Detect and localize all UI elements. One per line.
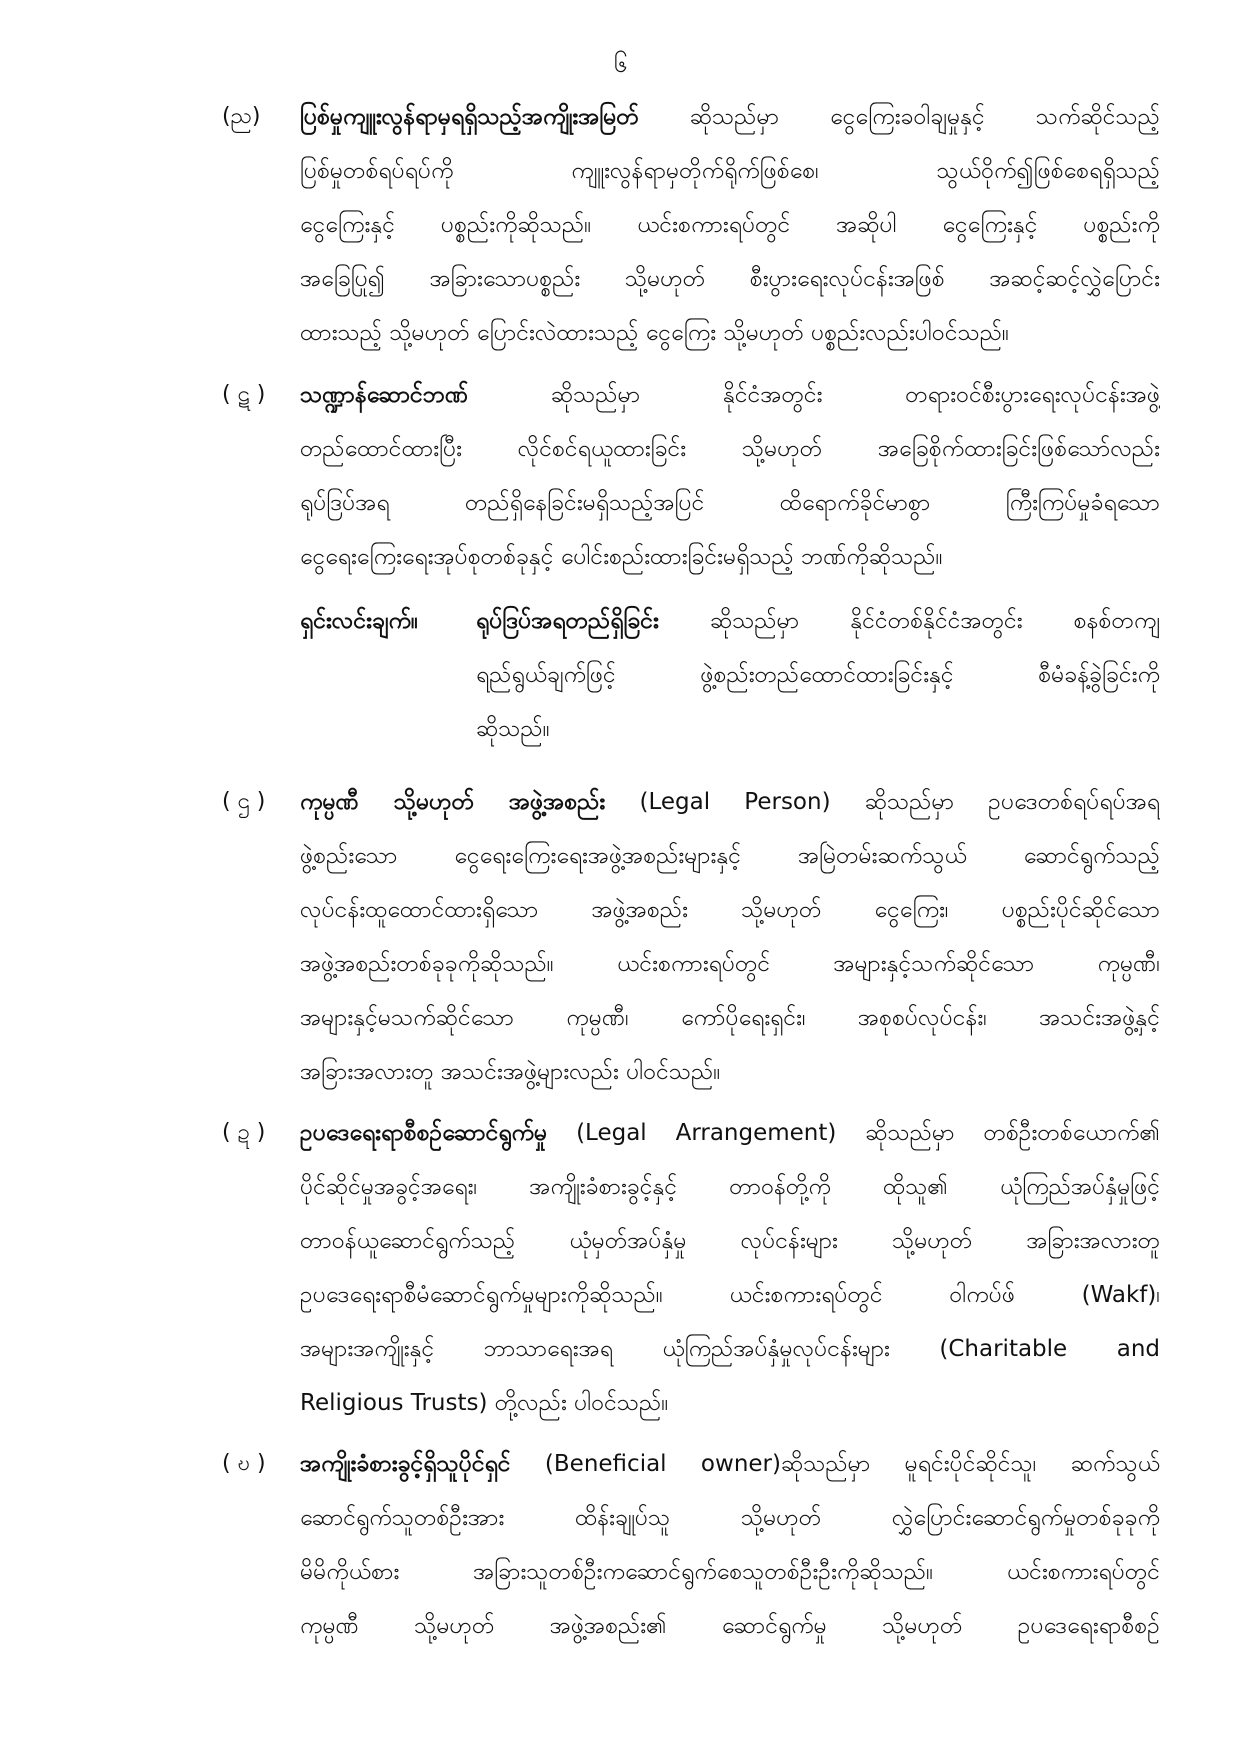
defined-term: သဏ္ဍာန်ဆောင်ဘဏ်	[300, 382, 469, 408]
text-line: လုပ်ငန်းထူထောင်ထားရှိသော အဖွဲ့အစည်း သို့မဟုတ် ငွေကြေး၊ ပစ္စည်းပိုင်ဆိုင်သော	[300, 897, 1160, 923]
text-line: အများနှင့်မသက်ဆိုင်သော ကုမ္ပဏီ၊ ကော်ပိုရေးရှင်း၊ အစုစပ်လုပ်ငန်း၊ အသင်းအဖွဲ့နှင့်	[300, 1005, 1160, 1031]
text-line: အဖွဲ့အစည်းတစ်ခုခုကိုဆိုသည်။ ယင်းစကားရပ်တွင် အများနှင့်သက်ဆိုင်သော ကုမ္ပဏီ၊	[300, 951, 1160, 977]
clause-label: ( ဎ )	[222, 1451, 266, 1476]
clause-label: ( ဋ )	[222, 382, 266, 407]
clause-label: ( ဌ )	[222, 789, 266, 814]
text-run: ဆိုသည်မှာ နိုင်ငံတစ်နိုင်ငံအတွင်း စနစ်တကျ	[658, 608, 1160, 634]
defined-term: ကုမ္ပဏီ သို့မဟုတ် အဖွဲ့အစည်း	[300, 789, 606, 815]
defined-term: အကျိုးခံစားခွင့်ရှိသူပိုင်ရှင်	[300, 1451, 511, 1477]
text-line	[300, 1437, 1160, 1491]
text-run: (Legal Person) ဆိုသည်မှာ ဥပဒေတစ်ရပ်ရပ်အရ	[605, 789, 1160, 815]
clause-label: (ည)	[222, 104, 261, 129]
explanation-text	[476, 594, 1160, 756]
defined-term: ပြစ်မှုကျူးလွန်ရာမှရရှိသည့်အကျိုးအမြတ်	[300, 104, 639, 130]
text-line: တည်ထောင်ထားပြီး လိုင်စင်ရယူထားခြင်း သို့မဟုတ် အခြေစိုက်ထားခြင်းဖြစ်သော်လည်း	[300, 436, 1160, 462]
definition-text	[300, 1106, 1160, 1430]
text-line: ထားသည့် သို့မဟုတ် ပြောင်းလဲထားသည့် ငွေကြေး သို့မဟုတ် ပစ္စည်းလည်းပါဝင်သည်။	[300, 320, 1010, 346]
defined-term: ရုပ်ဒြပ်အရတည်ရှိခြင်း	[476, 608, 659, 634]
definition-text	[300, 368, 1160, 584]
explanation-label: ရှင်းလင်းချက်။	[300, 608, 419, 634]
definition-text	[300, 775, 1160, 1099]
text-line	[300, 368, 1160, 422]
text-line: ကုမ္ပဏီ သို့မဟုတ် အဖွဲ့အစည်း၏ ဆောင်ရွက်မှု သို့မဟုတ် ဥပဒေရေးရာစီစဉ်	[300, 1613, 1160, 1639]
text-line	[300, 1106, 1160, 1160]
text-line	[300, 775, 1160, 829]
text-run: (Legal Arrangement) ဆိုသည်မှာ တစ်ဦးတစ်ယောက်၏	[547, 1120, 1160, 1146]
text-line: ငွေကြေးနှင့် ပစ္စည်းကိုဆိုသည်။ ယင်းစကားရပ်တွင် အဆိုပါ ငွေကြေးနှင့် ပစ္စည်းကို	[300, 212, 1160, 238]
text-line: အခြေပြု၍ အခြားသောပစ္စည်း သို့မဟုတ် စီးပွားရေးလုပ်ငန်းအဖြစ် အဆင့်ဆင့်လွှဲပြောင်း	[300, 266, 1160, 292]
text-line: ဆောင်ရွက်သူတစ်ဦးအား ထိန်းချုပ်သူ သို့မဟုတ် လွှဲပြောင်းဆောင်ရွက်မှုတစ်ခုခုကို	[300, 1505, 1160, 1531]
text-line: ပြစ်မှုတစ်ရပ်ရပ်ကို ကျူးလွန်ရာမှတိုက်ရိုက်ဖြစ်စေ၊ သွယ်ဝိုက်၍ဖြစ်စေရရှိသည့်	[300, 158, 1160, 184]
text-line: ပိုင်ဆိုင်မှုအခွင့်အရေး၊ အကျိုးခံစားခွင့်နှင့် တာဝန်တို့ကို ထိုသူ၏ ယုံကြည်အပ်နှံမှုဖြင့်	[300, 1174, 1160, 1200]
text-line: မိမိကိုယ်စား အခြားသူတစ်ဦးကဆောင်ရွက်စေသူတစ်ဦးဦးကိုဆိုသည်။ ယင်းစကားရပ်တွင်	[300, 1559, 1160, 1585]
definition-text	[300, 90, 1160, 360]
text-line	[300, 90, 1160, 144]
text-line: ဆိုသည်။	[476, 716, 550, 742]
text-line: အများအကျိုးနှင့် ဘာသာရေးအရ ယုံကြည်အပ်နှံမှုလုပ်ငန်းများ (Charitable and	[300, 1336, 1160, 1362]
definition-text	[300, 1437, 1160, 1653]
text-line: ရုပ်ဒြပ်အရ တည်ရှိနေခြင်းမရှိသည့်အပြင် ထိရောက်ခိုင်မာစွာ ကြီးကြပ်မှုခံရသော	[300, 490, 1160, 516]
text-line: ရည်ရွယ်ချက်ဖြင့် ဖွဲ့စည်းတည်ထောင်ထားခြင်းနှင့် စီမံခန့်ခွဲခြင်းကို	[476, 662, 1160, 688]
clause-label: ( ဍ )	[222, 1120, 266, 1145]
text-run: ဆိုသည်မှာ ငွေကြေးခဝါချမှုနှင့် သက်ဆိုင်သည့်	[638, 104, 1160, 130]
text-line: Religious Trusts) တို့လည်း ပါဝင်သည်။	[300, 1390, 669, 1416]
text-run: ဆိုသည်မှာ နိုင်ငံအတွင်း တရားဝင်စီးပွားရေးလုပ်ငန်းအဖွဲ့	[468, 382, 1160, 408]
text-line: ဥပဒေရေးရာစီမံဆောင်ရွက်မှုများကိုဆိုသည်။ ယင်းစကားရပ်တွင် ဝါကပ်ဖ် (Wakf)၊	[300, 1282, 1160, 1308]
text-line: ဖွဲ့စည်းသော ငွေရေးကြေးရေးအဖွဲ့အစည်းများနှင့် အမြဲတမ်းဆက်သွယ် ဆောင်ရွက်သည့်	[300, 843, 1160, 869]
page-number: ၆	[613, 50, 628, 78]
text-line: တာဝန်ယူဆောင်ရွက်သည့် ယုံမှတ်အပ်နှံမှု လုပ်ငန်းများ သို့မဟုတ် အခြားအလားတူ	[300, 1228, 1160, 1254]
text-line: အခြားအလားတူ အသင်းအဖွဲ့များလည်း ပါဝင်သည်။	[300, 1059, 721, 1085]
text-line: ငွေရေးကြေးရေးအုပ်စုတစ်ခုနှင့် ပေါင်းစည်းထားခြင်းမရှိသည့် ဘဏ်ကိုဆိုသည်။	[300, 544, 943, 570]
text-line	[476, 594, 1160, 648]
defined-term: ဥပဒေရေးရာစီစဉ်ဆောင်ရွက်မှု	[300, 1120, 548, 1146]
text-run: (Beneficial owner)ဆိုသည်မှာ မူရင်းပိုင်ဆိုင်သူ၊ ဆက်သွယ်	[510, 1451, 1160, 1477]
